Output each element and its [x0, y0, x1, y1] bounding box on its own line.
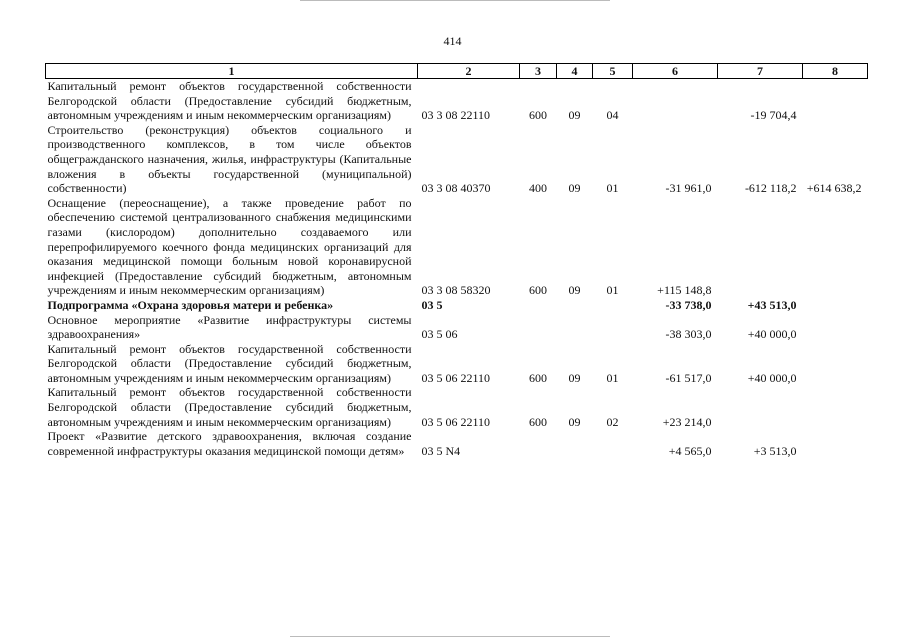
row-expense-type: 600	[529, 108, 547, 123]
row-name: Капитальный ремонт объектов государственной собственности Белгородской области (Предоставление субсидий бюджетным, автономным учреждениям и иным некоммерческим организациям)	[47, 341, 412, 385]
row-amount-6	[633, 79, 718, 123]
row-name: Подпрограмма «Охрана здоровья матери и ребенка»	[47, 297, 334, 312]
table-row	[46, 123, 868, 196]
row-expense-type	[520, 313, 557, 342]
row-amount-7: +40 000,0	[747, 327, 797, 342]
table-row	[46, 342, 868, 386]
row-amount-6: -33 738,0	[665, 297, 712, 312]
header-col-5: 5	[593, 64, 633, 79]
table-row	[46, 313, 868, 342]
table-row	[46, 385, 868, 429]
row-section	[557, 298, 593, 313]
budget-table	[45, 63, 868, 458]
row-amount-6: +4 565,0	[668, 443, 712, 458]
row-subsection: 01	[606, 370, 619, 385]
row-name: Капитальный ремонт объектов государственной собственности Белгородской области (Предоставление субсидий бюджетным, автономным учреждениям и иным некоммерческим организациям)	[47, 385, 412, 429]
table-row	[46, 298, 868, 313]
row-code: 03 3 08 40370	[421, 181, 491, 196]
row-amount-8	[803, 429, 868, 458]
row-amount-6: +115 148,8	[657, 283, 712, 298]
row-amount-8	[803, 313, 868, 342]
row-amount-6: -61 517,0	[665, 370, 712, 385]
table-row	[46, 196, 868, 298]
row-code: 03 3 08 22110	[421, 108, 491, 123]
row-amount-7: -612 118,2	[744, 181, 797, 196]
scan-edge-bottom	[290, 636, 610, 637]
row-name: Строительство (реконструкция) объектов социального и производственного комплексов, в том числе объектов общегражданского назначения, жилья, инфраструктуры (Капитальные вложения в объекты государственной (муниципальной) собственности)	[47, 122, 412, 196]
row-name: Основное мероприятие «Развитие инфраструктуры системы здравоохранения»	[47, 312, 412, 342]
row-subsection: 04	[606, 108, 619, 123]
row-amount-7: +40 000,0	[747, 370, 797, 385]
row-code: 03 5 06 22110	[421, 370, 491, 385]
header-col-4: 4	[557, 64, 593, 79]
header-col-2: 2	[418, 64, 520, 79]
row-code: 03 3 08 58320	[421, 283, 491, 298]
row-code: 03 5	[421, 297, 443, 312]
header-col-6: 6	[633, 64, 718, 79]
scan-edge-top	[300, 0, 610, 1]
table-row	[46, 79, 868, 123]
row-subsection: 01	[606, 181, 619, 196]
row-expense-type	[520, 429, 557, 458]
row-amount-8: +614 638,2	[806, 181, 862, 196]
row-name: Проект «Развитие детского здравоохранения, включая создание современной инфраструктуры оказания медицинской помощи детям»	[47, 429, 412, 458]
row-amount-8	[803, 342, 868, 386]
row-amount-7	[718, 385, 803, 429]
row-expense-type: 600	[529, 414, 547, 429]
row-name: Оснащение (переоснащение), а также проведение работ по обеспечению системой централизованного снабжения медицинскими газами (кислородом) дополнительно создаваемого или перепрофилируемого коечного фонда медицинских организаций для оказания медицинской помощи больным новой коронавирусной инфекцией (Предоставление субсидий бюджетным, автономным учреждениям и иным некоммерческим организациям)	[47, 195, 412, 298]
table-row	[46, 429, 868, 458]
header-col-1: 1	[46, 64, 418, 79]
row-section: 09	[568, 108, 581, 123]
row-subsection	[593, 429, 633, 458]
row-section: 09	[568, 283, 581, 298]
row-amount-6: -38 303,0	[665, 327, 712, 342]
header-col-3: 3	[520, 64, 557, 79]
row-section: 09	[568, 181, 581, 196]
row-section	[557, 429, 593, 458]
row-code: 03 5 06 22110	[421, 414, 491, 429]
row-subsection	[593, 313, 633, 342]
row-expense-type: 600	[529, 283, 547, 298]
row-amount-7	[718, 196, 803, 298]
row-section: 09	[568, 370, 581, 385]
row-amount-7: +3 513,0	[753, 443, 797, 458]
row-expense-type	[520, 298, 557, 313]
row-code: 03 5 06	[421, 327, 458, 342]
row-section: 09	[568, 414, 581, 429]
row-code: 03 5 N4	[421, 443, 461, 458]
row-subsection: 01	[606, 283, 619, 298]
row-name: Капитальный ремонт объектов государственной собственности Белгородской области (Предоставление субсидий бюджетным, автономным учреждениям и иным некоммерческим организациям)	[47, 79, 412, 123]
table-header	[46, 64, 868, 79]
row-expense-type: 400	[529, 181, 547, 196]
row-amount-6: +23 214,0	[662, 414, 712, 429]
header-col-7: 7	[718, 64, 803, 79]
row-amount-7: +43 513,0	[747, 297, 797, 312]
row-section	[557, 313, 593, 342]
row-amount-8	[803, 298, 868, 313]
header-col-8: 8	[803, 64, 868, 79]
row-amount-8	[803, 79, 868, 123]
row-amount-7: -19 704,4	[750, 108, 797, 123]
row-subsection	[593, 298, 633, 313]
row-amount-8	[803, 385, 868, 429]
row-amount-8	[803, 196, 868, 298]
row-expense-type: 600	[529, 370, 547, 385]
page-number: 414	[443, 34, 462, 48]
table-body	[46, 79, 868, 459]
row-amount-6: -31 961,0	[665, 181, 712, 196]
row-subsection: 02	[606, 414, 619, 429]
